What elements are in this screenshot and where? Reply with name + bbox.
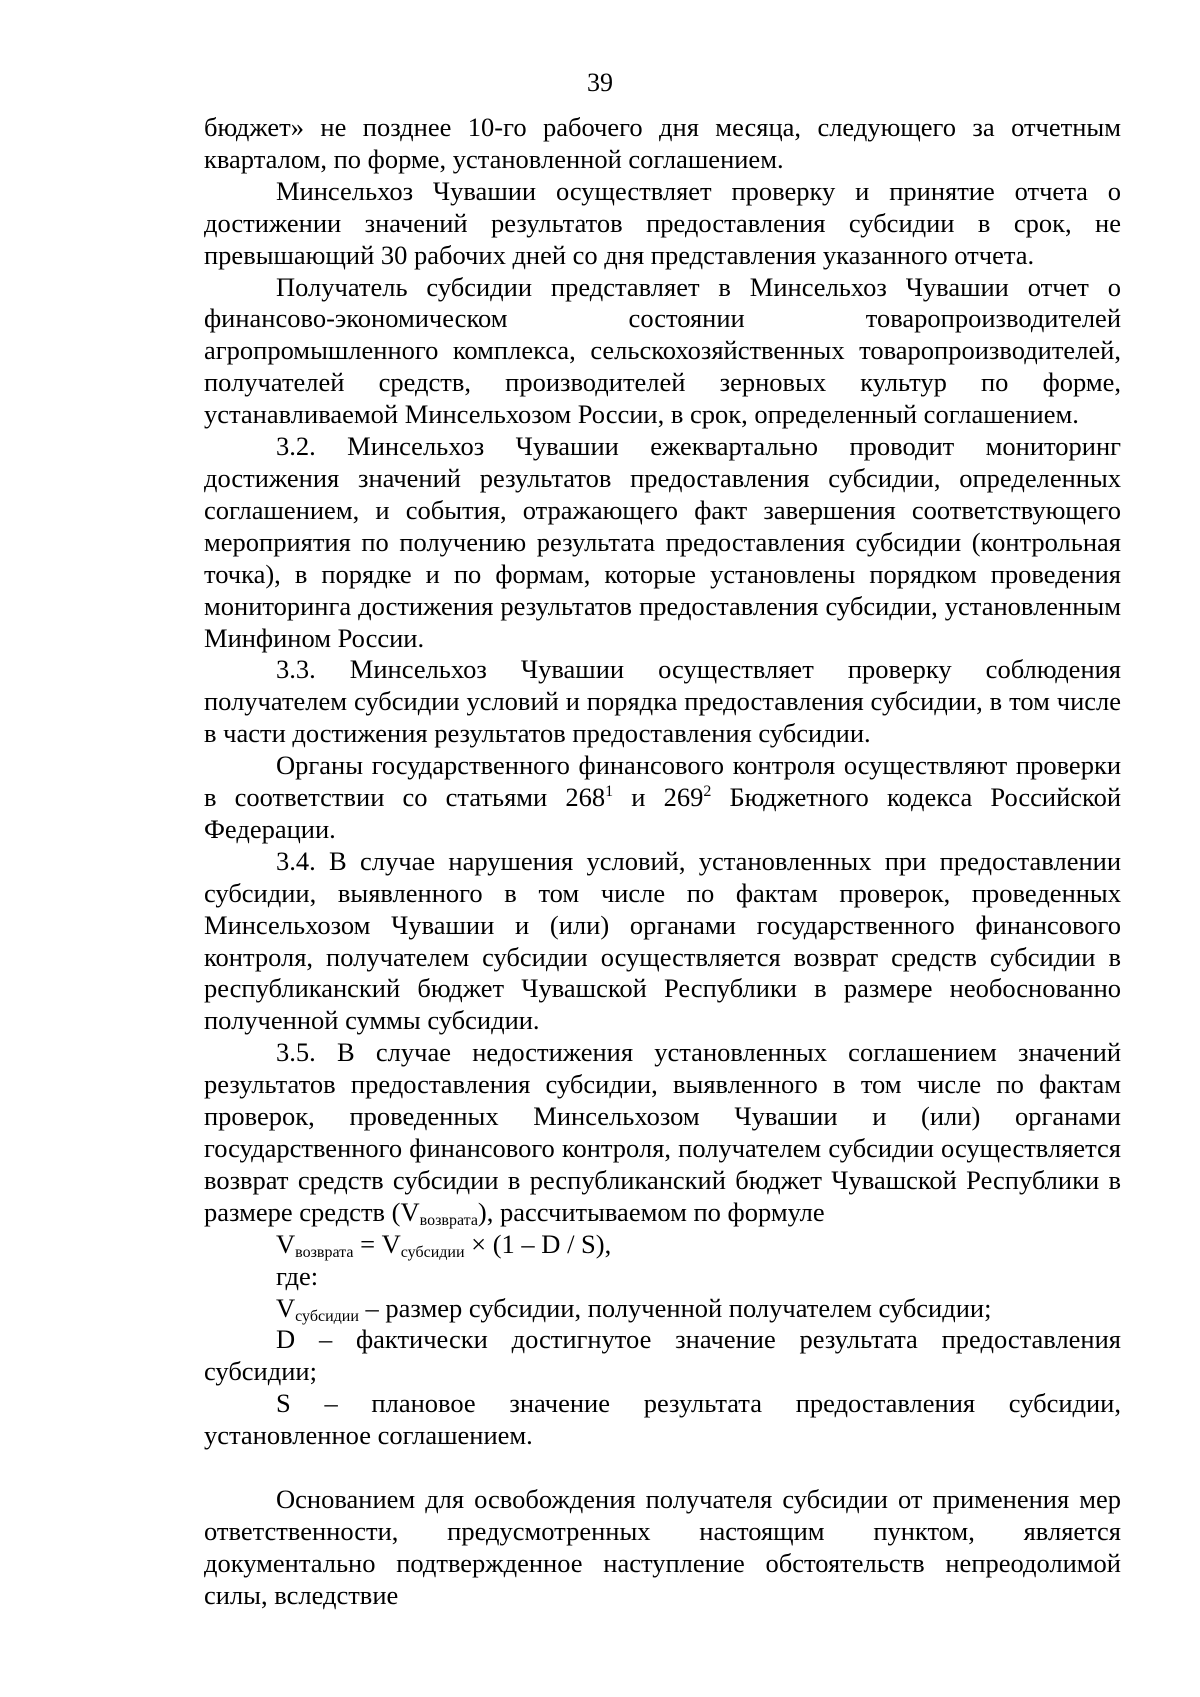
paragraph-3-3: 3.3. Минсельхоз Чувашии осуществляет проверку соблюдения получателем субсидии условий и порядка предоставления субсидии, в том числе в части достижения результатов предоставления субсидии. — [204, 654, 1121, 749]
definition-v-subsidii — [204, 1293, 1121, 1325]
superscript-2: 2 — [703, 783, 712, 801]
definition-s: S – плановое значение результата предоставления субсидии, установленное соглашением. — [204, 1388, 1121, 1451]
formula — [204, 1229, 1121, 1261]
paragraph-3-5-text-a: 3.5. В случае недостижения установленных соглашением значений результатов предоставления субсидии, выявленного в том числе по фактам проверок, проведенных Минсельхозом Чувашии и (или) органами государственного финансового контроля, получателем субсидии осуществляется возврат средств субсидии в республиканский бюджет Чувашской Республики в размере средств (V — [204, 1037, 1121, 1227]
document-body — [204, 112, 1121, 1612]
definition-v: V — [276, 1292, 296, 1323]
subscript-vozvrata: возврата — [419, 1211, 478, 1229]
paragraph-financial-control — [204, 750, 1121, 846]
paragraph-continuation: бюджет» не позднее 10-го рабочего дня месяца, следующего за отчетным кварталом, по форме, установленной соглашением. — [204, 112, 1121, 174]
paragraph-financial-control-text-c: Бюджетного кодекса Российской Федерации. — [204, 782, 1122, 844]
formula-eq: = V — [353, 1228, 401, 1259]
definition-v-text: – размер субсидии, полученной получателем субсидии; — [358, 1292, 992, 1323]
page-number: 39 — [587, 68, 613, 97]
formula-sub-vozvrata: возврата — [295, 1243, 354, 1261]
formula-rest: × (1 – D / S), — [464, 1228, 612, 1259]
definition-d: D – фактически достигнутое значение результата предоставления субсидии; — [204, 1324, 1121, 1387]
paragraph-financial-control-text-a: Органы государственного финансового контроля осуществляют проверки в соответствии со статьями 268 — [204, 750, 1121, 813]
definition-v-sub: субсидии — [295, 1307, 359, 1325]
paragraph-3-4: 3.4. В случае нарушения условий, установленных при предоставлении субсидии, выявленного в том числе по фактам проверок, проведенных Минсельхозом Чувашии и (или) органами государственного финансового контроля, получателем субсидии осуществляется возврат средств субсидии в республиканский бюджет Чувашской Республики в размере необоснованно полученной суммы субсидии. — [204, 845, 1121, 1036]
paragraph-3-5-text-b: ), рассчитываемом по формуле — [477, 1196, 825, 1227]
formula-sub-subsidii: субсидии — [400, 1243, 465, 1261]
formula-v1: V — [276, 1228, 296, 1259]
paragraph-force-majeure: Основанием для освобождения получателя субсидии от применения мер ответственности, предусмотренных настоящим пунктом, является документально подтвержденное наступление обстоятельств непреодолимой силы, вследствие — [204, 1484, 1121, 1610]
paragraph-financial-control-text-b: и 269 — [613, 782, 704, 813]
paragraph-financial-report: Получатель субсидии представляет в Минсельхоз Чувашии отчет о финансово-экономическом состоянии товаропроизводителей агропромышленного комплекса, сельскохозяйственных товаропроизводителей, получателей средств, производителей зерновых культур по форме, устанавливаемой Минсельхозом России, в срок, определенный соглашением. — [204, 271, 1121, 430]
paragraph-report-check: Минсельхоз Чувашии осуществляет проверку и принятие отчета о достижении значений результатов предоставления субсидии в срок, не превышающий 30 рабочих дней со дня представления указанного отчета. — [204, 175, 1121, 270]
paragraph-3-2: 3.2. Минсельхоз Чувашии ежеквартально проводит мониторинг достижения значений результатов предоставления субсидии, определенных соглашением, и события, отражающего факт завершения соответствующего мероприятия по получению результата предоставления субсидии (контрольная точка), в порядке и по формам, которые установлены порядком проведения мониторинга достижения результатов предоставления субсидии, установленным Минфином России. — [204, 431, 1121, 653]
where-label: где: — [276, 1260, 319, 1291]
paragraph-3-5 — [204, 1037, 1121, 1228]
superscript-1: 1 — [605, 783, 614, 801]
